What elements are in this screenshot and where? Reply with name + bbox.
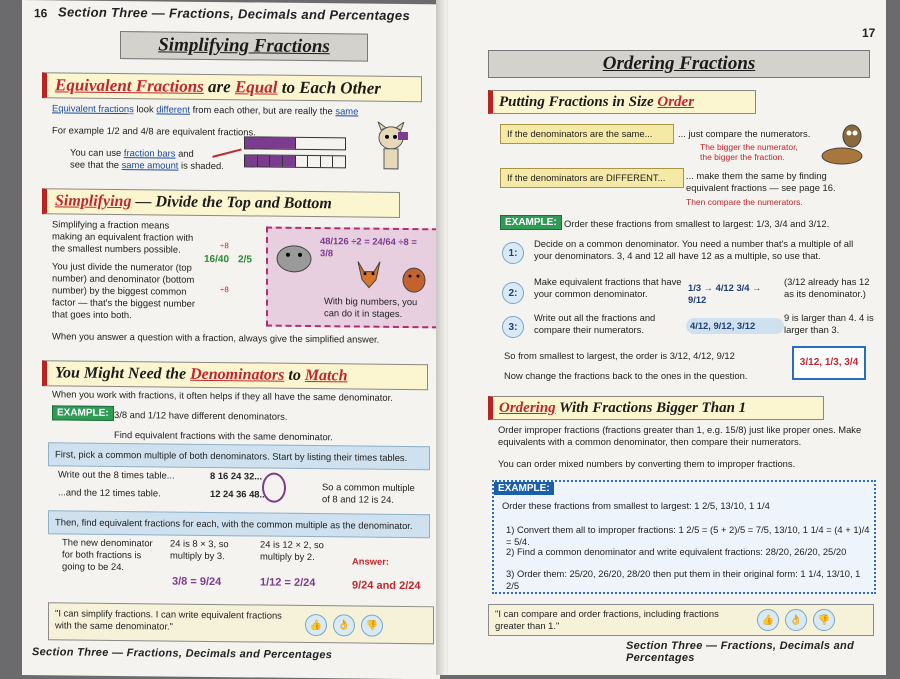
thumbs-sideways-icon[interactable]: 👌 [785,609,807,631]
right-page [448,0,886,675]
self-assessment-icons-right [757,609,835,631]
step-1-marker: 1: [502,242,524,264]
cartoon-squirrel-icon [400,260,428,294]
answer-rule: When you answer a question with a fraction, always give the simplified answer. [52,330,380,345]
ordering-step-3: Write out all the fractions and compare their numerators. [534,312,656,335]
rule-different-box: If the denominators are DIFFERENT... [500,168,684,188]
step-2-panel: Then, find equivalent fractions for each, with the common multiple as the denominator. [48,510,430,538]
ordering-step-3-note: 9 is larger than 4. 4 is larger than 3. [784,312,874,335]
mixed-numbers-text: You can order mixed numbers by converting them to improper fractions. [498,458,796,469]
size-order-heading: Putting Fractions in Size Order [488,90,756,114]
bigger-example-question: Order these fractions from smallest to largest: 1 2/5, 13/10, 1 1/4 [502,500,770,511]
equivalent-example: For example 1/2 and 4/8 are equivalent fractions. [52,124,256,138]
multiply-by-2-note: 24 is 12 × 2, so multiply by 2. [260,538,324,563]
page-title-left: Simplifying Fractions [120,31,368,62]
fraction-bar-halves [244,136,346,150]
fraction-bars-text: You can use fraction bars and see that the same amount is shaded. [70,146,224,172]
ordering-step-2-fractions: 1/3 → 4/12 3/4 → 9/12 [688,282,762,305]
rule-same-note: The bigger the numerator, the bigger the fraction. [700,142,798,162]
equivalent-intro: Equivalent fractions look different from each other, but are really the same [52,102,359,117]
bigger-example-step-2: 2) Find a common denominator and write equivalent fractions: 28/20, 26/20, 25/20 [506,546,847,557]
bigger-example-step-1: 1) Convert them all to improper fractions: 1 2/5 = (5 + 2)/5 = 7/5, 13/10, 1 1/4 = (4 + 1)/4 = 5/4. [506,524,870,547]
cartoon-owl-tortoise-icon [818,122,866,166]
left-page [22,0,440,679]
times-table-12-values: 12 24 36 48... [210,487,268,500]
simplifying-heading: Simplifying — Divide the Top and Bottom [42,188,400,218]
times-table-8-values: 8 16 24 32... [210,469,263,482]
fraction-bar-eighths [244,154,346,168]
big-numbers-panel: 48/126 ÷2 = 24/64 ÷8 = 3/8 With big numbers, you can do it in stages. [266,227,438,329]
rule-same-box: If the denominators are the same... [500,124,674,144]
equivalent-heading: Equivalent Fractions are Equal to Each Other [42,72,422,102]
change-back-line: Now change the fractions back to the ones in the question. [504,370,748,381]
ordering-step-1: Decide on a common denominator. You need a number that's a multiple of all your denominators. 3, 4 and 12 all have 12 as a multiple, so use that. [534,238,854,261]
rule-different-text: ... make them the same by finding equivalent fractions — see page 16. [686,170,836,193]
example-tag-left: EXAMPLE: [52,405,114,421]
rule-same-text: ... just compare the numerators. [678,128,811,139]
denominators-find: Find equivalent fractions with the same denominator. [114,428,333,443]
thumbs-down-icon[interactable]: 👎 [813,609,835,631]
page-title-right: Ordering Fractions [488,50,870,78]
thumbs-up-icon[interactable]: 👍 [305,614,327,636]
answer-fractions: 9/24 and 2/24 [352,579,421,593]
page-number-right: 17 [862,26,876,40]
simplify-method: You just divide the numerator (top number) and denominator (bottom number) by the biggest common factor — that's the biggest number that goes into both. [52,260,196,321]
denominators-example: 3/8 and 1/12 have different denominators. [114,408,288,422]
cartoon-fox-icon [354,259,384,293]
thumbs-down-icon[interactable]: 👎 [361,615,383,637]
self-assessment-icons [305,614,383,637]
equivalent-1-12: 1/12 = 2/24 [260,576,316,590]
highlight-24-circle [262,473,286,503]
ordering-step-2: Make equivalent fractions that have your common denominator. [534,276,682,299]
multiply-by-3-note: 24 is 8 × 3, so multiply by 3. [170,537,229,562]
example-tag-blue: EXAMPLE: [494,482,554,495]
thumbs-up-icon[interactable]: 👍 [757,609,779,631]
page-number-left: 16 [34,6,48,21]
section-header-left: Section Three — Fractions, Decimals and Percentages [58,4,410,24]
times-table-12-label: ...and the 12 times table. [58,486,161,499]
bottom-header-right: Section Three — Fractions, Decimals and Percentages [626,640,855,664]
rule-different-note: Then compare the numerators. [686,197,803,207]
step-3-marker: 3: [502,316,524,338]
denominators-intro: When you work with fractions, it often helps if they all have the same denominator. [52,388,393,403]
simplify-definition: Simplifying a fraction means making an equivalent fraction with the smallest numbers possible. [52,218,194,255]
new-denominator-note: The new denominator for both fractions is going to be 24. [62,536,153,573]
bigger-example-step-3: 3) Order them: 25/20, 26/20, 28/20 then put them in their original form: 1 1/4, 13/10, 1 2/5 [506,568,861,591]
common-multiple-note: So a common multiple of 8 and 12 is 24. [322,481,415,505]
bottom-header-left: Section Three — Fractions, Decimals and Percentages [32,646,333,662]
example-tag-right: EXAMPLE: [500,215,562,230]
bigger-than-one-heading: Ordering With Fractions Bigger Than 1 [488,396,824,420]
ordering-step-2-note: (3/12 already has 12 as its denominator.) [784,276,870,299]
cartoon-cat-icon [372,122,410,178]
order-result-line: So from smallest to largest, the order is 3/12, 4/12, 9/12 [504,350,735,361]
improper-fractions-text: Order improper fractions (fractions greater than 1, e.g. 15/8) just like proper ones. Make equivalents with a common denominator, then compare their numerators. [498,424,862,447]
bigger-example-panel [492,480,876,594]
final-order-answer: 3/12, 1/3, 3/4 [792,346,866,380]
times-table-8-label: Write out the 8 times table... [58,468,175,481]
ordering-step-3-fractions: 4/12, 9/12, 3/12 [686,318,784,334]
thumbs-sideways-icon[interactable]: 👌 [333,614,355,636]
equivalent-3-8: 3/8 = 9/24 [172,575,222,589]
footer-checklist-left: "I can simplify fractions. I can write equivalent fractions with the same denominator." 👍 👌 👎 [48,602,434,644]
simplify-demo: 16/40 2/5 ÷8 ÷8 [204,241,252,295]
step-2-marker: 2: [502,282,524,304]
denominators-heading: You Might Need the Denominators to Match [42,360,428,390]
footer-checklist-right: "I can compare and order fractions, including fractions greater than 1." 👍 👌 👎 [488,604,874,636]
ordering-example: Order these fractions from smallest to largest: 1/3, 3/4 and 3/12. [564,218,830,229]
answer-label: Answer: [352,555,389,567]
cartoon-pig-icon [274,237,314,277]
step-1-panel: First, pick a common multiple of both denominators. Start by listing their times tables. [48,442,430,470]
